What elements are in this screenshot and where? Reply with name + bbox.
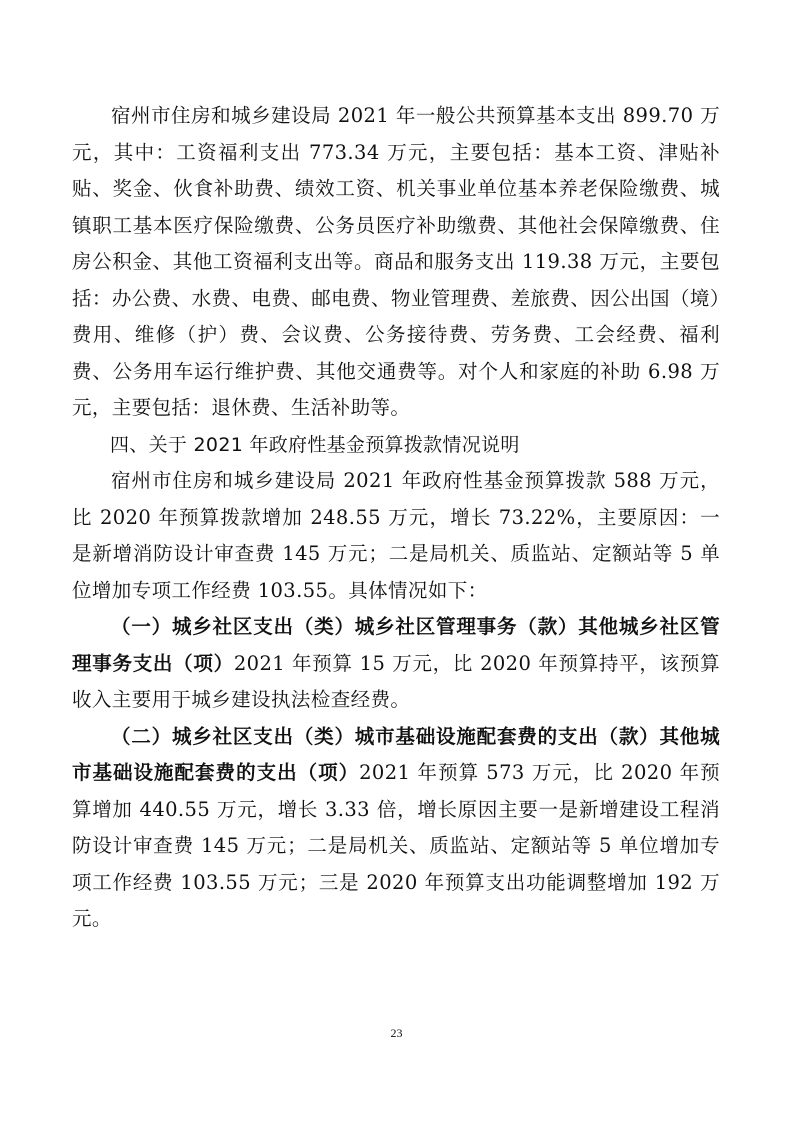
paragraph-item-2 bbox=[72, 719, 720, 938]
page-number: 23 bbox=[390, 1026, 403, 1040]
item-1-title: （一）城乡社区支出（类）城乡社区管理事务（款）其他城乡社区管理事务支出（项） bbox=[72, 615, 720, 675]
paragraph-basic-expenditure: 宿州市住房和城乡建设局 2021 年一般公共预算基本支出 899.70 万元，其中：工资福利支出 773.34 万元，主要包括：基本工资、津贴补贴、奖金、伙食补助费、绩效工资、机关事业单位基本养老保险缴费、城镇职工基本医疗保险缴费、公务员医疗补助缴费、其他社会保障缴费、住房公积金、其他工资福利支出等。商品和服务支出 119.38 万元，主要包括：办公费、水费、电费、邮电费、物业管理费、差旅费、因公出国（境）费用、维修（护）费、会议费、公务接待费、劳务费、工会经费、福利费、公务用车运行维护费、其他交通费等。对个人和家庭的补助 6.98 万元，主要包括：退休费、生活补助等。 bbox=[72, 104, 720, 419]
paragraph-fund-budget: 宿州市住房和城乡建设局 2021 年政府性基金预算拨款 588 万元，比 2020 年预算拨款增加 248.55 万元，增长 73.22%，主要原因：一是新增消防设计审查费 145 万元；二是局机关、质监站、定额站等 5 单位增加专项工作经费 103.55。具体情况如下： bbox=[72, 469, 720, 602]
item-2-text: 2021 年预算 573 万元，比 2020 年预算增加 440.55 万元，增长 3.33 倍，增长原因主要一是新增建设工程消防设计审查费 145 万元；二是局机关、质监站、定额站等 5 单位增加专项工作经费 103.55 万元；三是 2020 年预算支出功能调整增加 192 万元。 bbox=[72, 761, 720, 930]
document-body bbox=[72, 98, 720, 938]
section-heading-4: 四、关于 2021 年政府性基金预算拨款情况说明 bbox=[110, 433, 520, 456]
item-2-title: （二）城乡社区支出（类）城市基础设施配套费的支出（款）其他城市基础设施配套费的支出（项） bbox=[72, 724, 720, 784]
paragraph-item-1 bbox=[72, 609, 720, 719]
item-1-text: 2021 年预算 15 万元，比 2020 年预算持平，该预算收入主要用于城乡建设执法检查经费。 bbox=[72, 651, 720, 711]
